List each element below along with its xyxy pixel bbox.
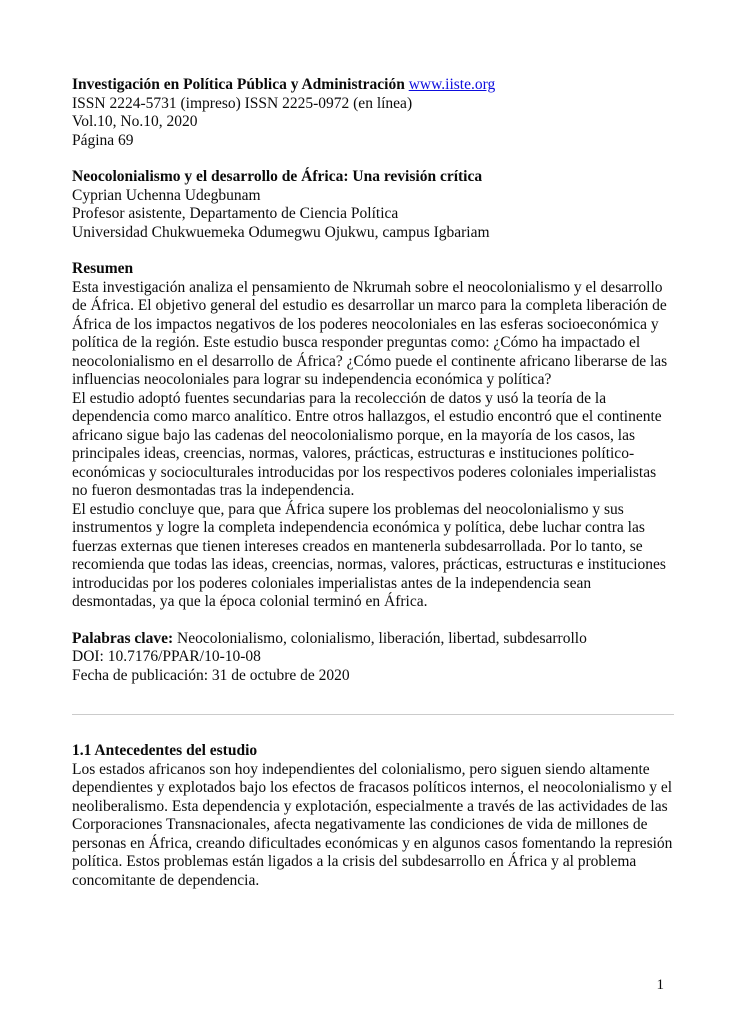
journal-link[interactable]: www.iiste.org xyxy=(408,76,496,93)
article-title: Neocolonialismo y el desarrollo de África: Una revisión crítica xyxy=(72,168,483,185)
abstract-paragraph: El estudio adoptó fuentes secundarias para la recolección de datos y usó la teoría de la dependencia como marco analítico. Entre otros hallazgos, el estudio encontró que el continente africano sigue bajo las cadenas del neocolonialismo porque, en la mayoría de los casos, las principales ideas, creencias, normas, valores, prácticas, estructuras e instituciones político-económicas y socioculturales introducidas por los respectivos poderes coloniales imperialistas no fueron desmontadas tras la independencia. xyxy=(72,389,662,499)
article-affiliation-role: Profesor asistente, Departamento de Ciencia Política xyxy=(72,205,399,222)
abstract-section xyxy=(72,260,674,612)
issn-line: ISSN 2224-5731 (impreso) ISSN 2225-0972 (en línea) xyxy=(72,94,413,112)
article-author: Cyprian Uchenna Udegbunam xyxy=(72,186,261,204)
publication-date-line: Fecha de publicación: 31 de octubre de 2020 xyxy=(72,666,350,684)
section-block xyxy=(72,742,674,890)
section-body: Los estados africanos son hoy independientes del colonialismo, pero siguen siendo altamente dependientes y explotados bajo los efectos de fracasos políticos internos, el neocolonialismo y el neoliberalismo. Esta dependencia y explotación, especialmente a través de las actividades de las Corporaciones Transnacionales, afecta negativamente las condiciones de vida de millones de personas en África, creando dificultades económicas y en algunos casos fomentando la represión política. Estos problemas están ligados a la crisis del subdesarrollo en África y al problema concomitante de dependencia. xyxy=(72,760,673,889)
journal-title: Investigación en Política Pública y Administración xyxy=(72,76,405,93)
journal-title-line xyxy=(72,76,674,95)
keywords-text: Neocolonialismo, colonialismo, liberación, libertad, subdesarrollo xyxy=(177,629,587,647)
journal-page-line: Página 69 xyxy=(72,131,134,149)
article-affiliation-university: Universidad Chukwuemeka Odumegwu Ojukwu, campus Igbariam xyxy=(72,223,490,241)
article-meta-block xyxy=(72,630,674,686)
abstract-paragraph: El estudio concluye que, para que África supere los problemas del neocolonialismo y sus instrumentos y logre la completa independencia económica y política, debe luchar contra las fuerzas externas que tienen intereses creados en mantenerla subdesarrollada. Por lo tanto, se recomienda que todas las ideas, creencias, normas, valores, prácticas, estructuras e instituciones introducidas por los poderes coloniales imperialistas antes de la independencia sean desmontadas, ya que la época colonial terminó en África. xyxy=(72,500,666,610)
section-divider xyxy=(72,714,674,715)
article-title-block xyxy=(72,168,674,242)
keywords-line xyxy=(72,630,674,649)
journal-header xyxy=(72,76,674,150)
volume-line: Vol.10, No.10, 2020 xyxy=(72,113,198,130)
section-heading: 1.1 Antecedentes del estudio xyxy=(72,742,258,759)
keywords-label: Palabras clave: xyxy=(72,629,174,647)
abstract-paragraph: Esta investigación analiza el pensamiento de Nkrumah sobre el neocolonialismo y el desarrollo de África. El objetivo general del estudio es desarrollar un marco para la completa liberación de África de los impactos negativos de los poderes neocoloniales en las esferas socioeconómica y política de la región. Este estudio busca responder preguntas como: ¿Cómo ha impactado el neocolonialismo en el desarrollo de África? ¿Cómo puede el continente africano liberarse de las influencias neocoloniales para lograr su independencia económica y política? xyxy=(72,278,668,388)
page-number: 1 xyxy=(656,977,664,993)
abstract-heading: Resumen xyxy=(72,260,134,277)
doi-line: DOI: 10.7176/PPAR/10-10-08 xyxy=(72,648,261,665)
